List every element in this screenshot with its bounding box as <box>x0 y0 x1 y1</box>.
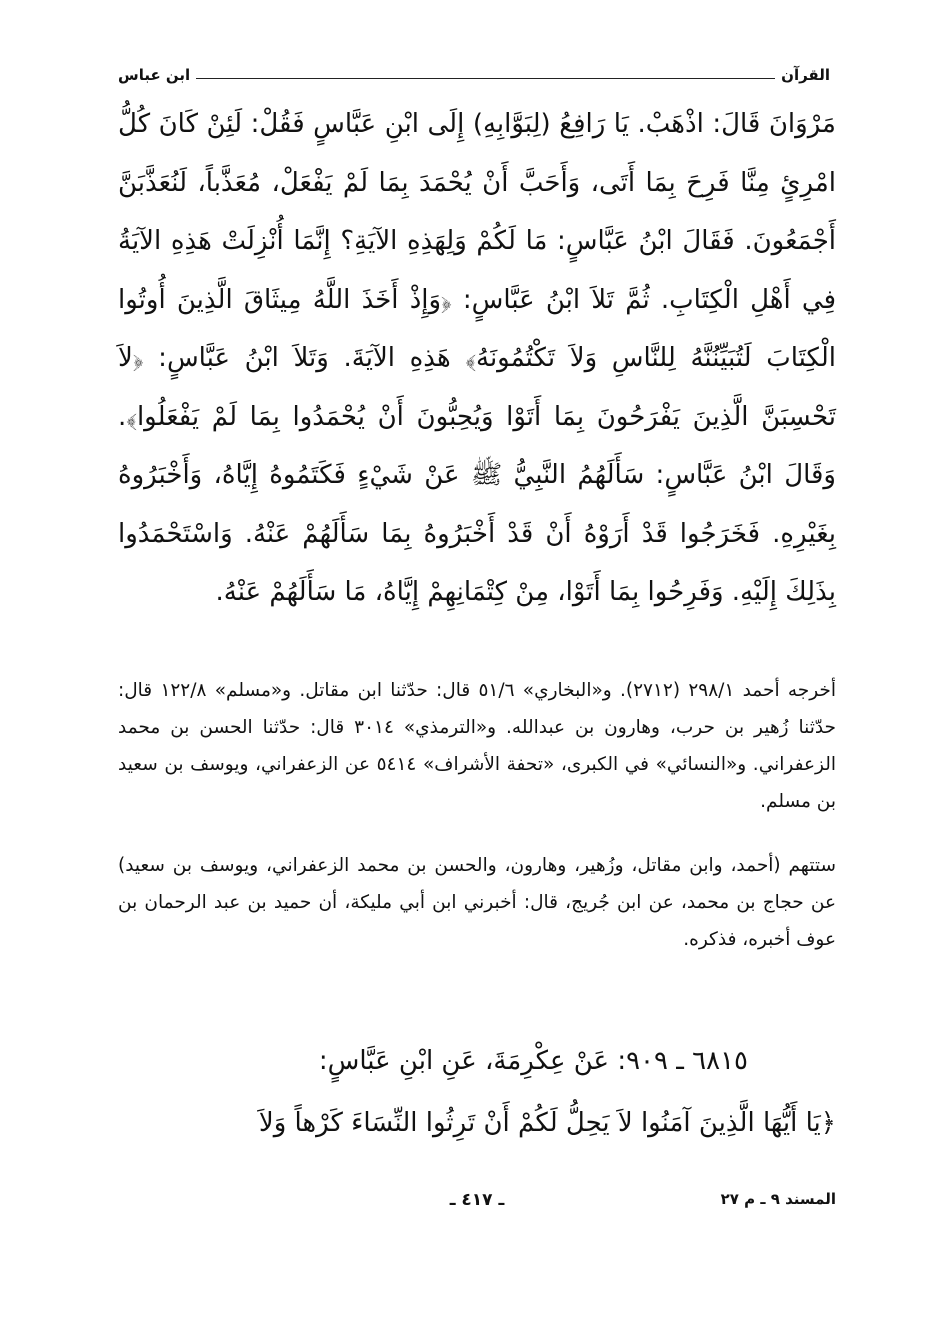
page-footer <box>118 1190 836 1218</box>
running-head-narrator: ابن عباس <box>118 66 191 84</box>
footnote-takhrij: أخرجه أحمد ٢٩٨/١ (٢٧١٢). و«البخاري» ٥١/٦ قال: حدّثنا ابن مقاتل. و«مسلم» ١٢٢/٨ قال: حدّثنا زُهير بن حرب، وهارون بن عبدالله. و«الترمذي» ٣٠١٤ قال: حدّثنا الحسن بن محمد الزعفراني. و«النسائي» في الكبرى، «تحفة الأشراف» ٥٤١٤ عن الزعفراني، ويوسف بن سعيد بن مسلم. <box>118 680 836 812</box>
running-head-section-title: القرآن <box>781 66 830 84</box>
hadith-quran-text: ﴿يَا أَيُّهَا الَّذِينَ آمَنُوا لاَ يَحِلُّ لَكُمْ أَنْ تَرِثُوا النِّسَاءَ كَرْهاً وَلاَ <box>258 1108 836 1138</box>
main-hadith-text: مَرْوَانَ قَالَ: اذْهَبْ. يَا رَافِعُ (لِبَوَّابِهِ) إِلَى ابْنِ عَبَّاسٍ فَقُلْ: لَئِنْ كَانَ كُلُّ امْرِئٍ مِنَّا فَرِحَ بِمَا أَتَى، وَأَحَبَّ أَنْ يُحْمَدَ بِمَا لَمْ يَفْعَلْ، مُعَذَّباً، لَنُعَذَّبَنَّ أَجْمَعُونَ. فَقَالَ ابْنُ عَبَّاسٍ: مَا لَكُمْ وَلِهَذِهِ الآيَةِ؟ إِنَّمَا أُنْزِلَتْ هَذِهِ الآيَةُ فِي أَهْلِ الْكِتَابِ. ثُمَّ تَلاَ ابْنُ عَبَّاسٍ: ﴿وَإِذْ أَخَذَ اللَّهُ مِيثَاقَ الَّذِينَ أُوتُوا الْكِتَابَ لَتُبَيِّنُنَّهُ لِلنَّاسِ وَلاَ تَكْتُمُونَهُ﴾ هَذِهِ الآيَةَ. وَتَلاَ ابْنُ عَبَّاسٍ: ﴿لاَ تَحْسِبَنَّ الَّذِينَ يَفْرَحُونَ بِمَا أَتَوْا وَيُحِبُّونَ أَنْ يُحْمَدُوا بِمَا لَمْ يَفْعَلُوا﴾. وَقَالَ ابْنُ عَبَّاسٍ: سَأَلَهُمُ النَّبِيُّ ﷺ عَنْ شَيْءٍ فَكَتَمُوهُ إِيَّاهُ، وَأَخْبَرُوهُ بِغَيْرِهِ. فَخَرَجُوا قَدْ أَرَوْهُ أَنْ قَدْ أَخْبَرُوهُ بِمَا سَأَلَهُمْ عَنْهُ. وَاسْتَحْمَدُوا بِذَلِكَ إِلَيْهِ. وَفَرِحُوا بِمَا أَتَوْا، مِنْ كِتْمَانِهِمْ إِيَّاهُ، مَا سَأَلَهُمْ عَنْهُ. <box>118 109 836 607</box>
hadith-heading: ٦٨١٥ ـ ٩٠٩: عَنْ عِكْرِمَةَ، عَنِ ابْنِ عَبَّاسٍ: <box>318 1046 748 1076</box>
running-head <box>118 62 830 84</box>
signature-mark: المسند ٩ ـ م ٢٧ <box>720 1190 836 1208</box>
footnote-isnad: ستتهم (أحمد، وابن مقاتل، وزُهير، وهارون، والحسن بن محمد الزعفراني، ويوسف بن سعيد) عن حجاج بن محمد، عن ابن جُريج، قال: أخبرني ابن أبي مليكة، أن حميد بن عبد الرحمان بن عوف أخبره، فذكره. <box>118 855 836 950</box>
page-number: ـ ٤١٧ ـ <box>449 1190 505 1210</box>
running-head-rule <box>196 78 775 79</box>
